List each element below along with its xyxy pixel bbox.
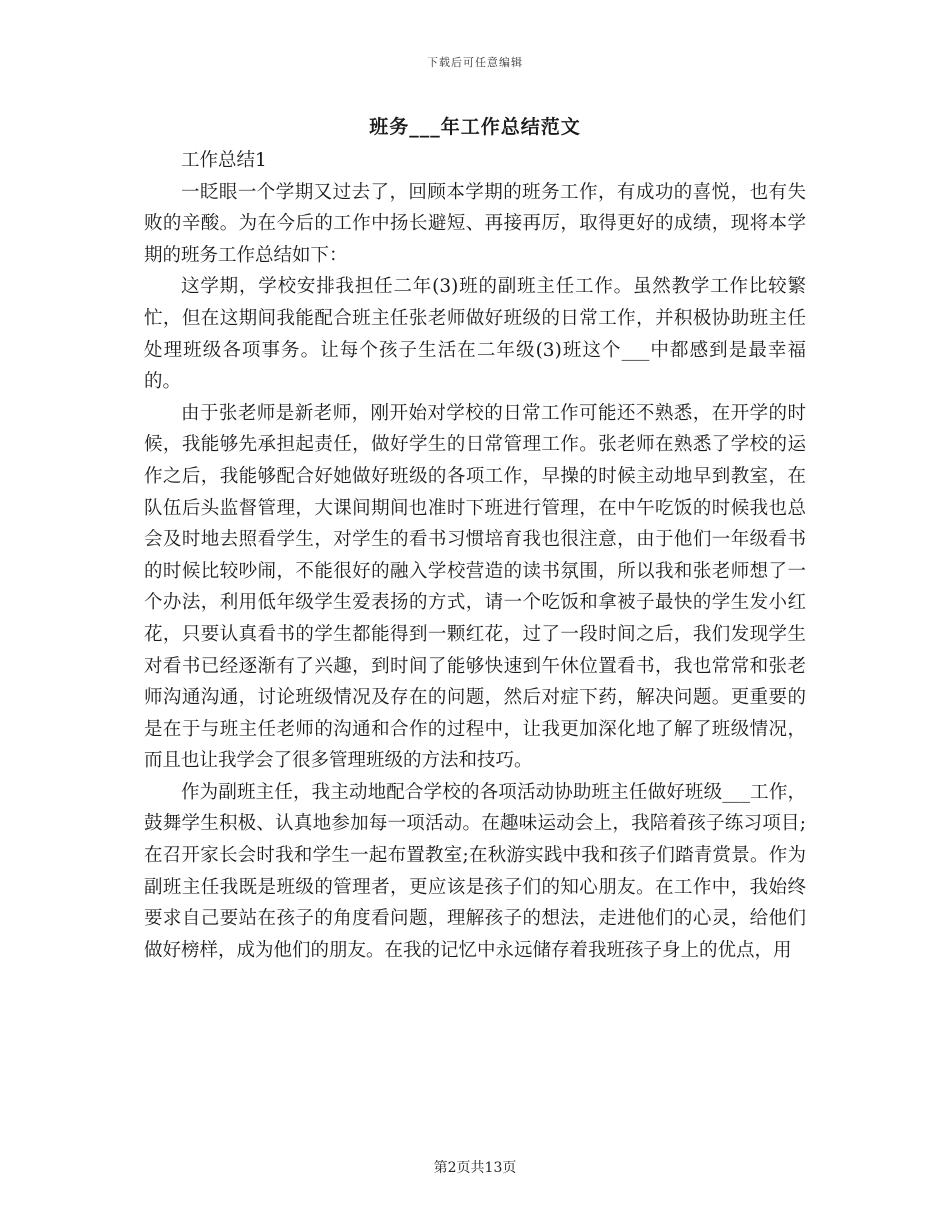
paragraph-intro: 一眨眼一个学期又过去了，回顾本学期的班务工作，有成功的喜悦，也有失败的辛酸。为在今后的工作中扬长避短、再接再厉，取得更好的成绩，现将本学期的班务工作总结如下： [144, 181, 806, 266]
document-body [144, 145, 806, 966]
paragraph-activities: 作为副班主任，我主动地配合学校的各项活动协助班主任做好班级___工作，鼓舞学生积极、认真地参加每一项活动。在趣味运动会上，我陪着孩子练习项目;在召开家长会时我和学生一起布置教室;在秋游实践中我和孩子们踏青赏景。作为副班主任我既是班级的管理者，更应该是孩子们的知心朋友。在工作中，我始终要求自己要站在孩子的角度看问题，理解孩子的想法，走进他们的心灵，给他们做好榜样，成为他们的朋友。在我的记忆中永远储存着我班孩子身上的优点，用 [144, 781, 806, 961]
subheading: 工作总结1 [181, 150, 267, 171]
paragraph-role: 这学期，学校安排我担任二年(3)班的副班主任工作。虽然教学工作比较繁忙，但在这期间我能配合班主任张老师做好班级的日常工作，并积极协助班主任处理班级各项事务。让每个孩子生活在二年级(3)班这个___中都感到是最幸福的。 [144, 276, 806, 393]
page-footer: 第2页共13页 [433, 1160, 517, 1176]
paragraph-management: 由于张老师是新老师，刚开始对学校的日常工作可能还不熟悉，在开学的时候，我能够先承担起责任，做好学生的日常管理工作。张老师在熟悉了学校的运作之后，我能够配合好她做好班级的各项工作，早操的时候主动地早到教室，在队伍后头监督管理，大课间期间也准时下班进行管理，在中午吃饭的时候我也总会及时地去照看学生，对学生的看书习惯培育我也很注意，由于他们一年级看书的时候比较吵闹，不能很好的融入学校营造的读书氛围，所以我和张老师想了一个办法，利用低年级学生爱表扬的方式，请一个吃饭和拿被子最快的学生发小红花，只要认真看书的学生都能得到一颗红花，过了一段时间之后，我们发现学生对看书已经逐渐有了兴趣，到时间了能够快速到午休位置看书，我也常常和张老师沟通沟通，讨论班级情况及存在的问题，然后对症下药，解决问题。更重要的是在于与班主任老师的沟通和合作的过程中，让我更加深化地了解了班级情况，而且也让我学会了很多管理班级的方法和技巧。 [144, 402, 806, 772]
document-title: 班务___年工作总结范文 [369, 116, 581, 138]
header-note: 下载后可任意编辑 [427, 56, 523, 69]
